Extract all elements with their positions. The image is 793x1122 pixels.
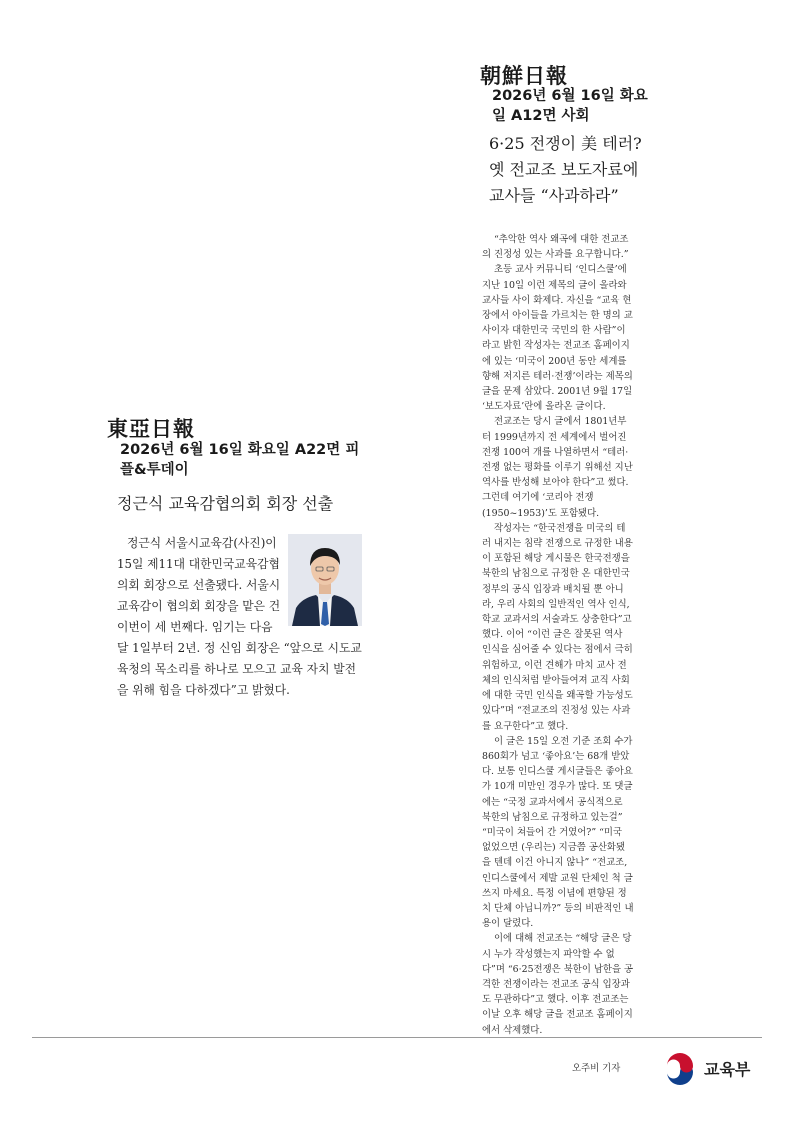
page-divider [32,1037,762,1038]
chosun-headline-line: 6·25 전쟁이 美 테러? [489,134,642,153]
chosun-headline [489,131,669,209]
chosun-article-body [482,232,634,1038]
donga-article-body [117,533,367,701]
chosun-paragraph: 초등 교사 커뮤니티 ‘인디스쿨’에 지난 10일 이런 제목의 글이 올라와 교사들 사이 화제다. 자신을 “교육 현장에서 아이들을 가르치는 한 명의 교사이자 대한민국 국민의 한 사람”이라고 밝힌 작성자는 전교조 홈페이지에 있는 ‘미국이 200년 동안 세계를 향해 저지른 테러·전쟁’이라는 제목의 글을 문제 삼았다. 2001년 9월 17일 ‘보도자료’란에 올라온 글이다. [482,264,633,413]
taegeuk-emblem-icon [662,1050,698,1086]
chosun-paragraph: 이에 대해 전교조는 “해당 글은 당시 누가 작성했는지 파악할 수 없다”며 “6·25전쟁은 북한이 남한을 공격한 전쟁이라는 전교조 공식 입장과도 무관하다”고 했다. 이후 전교조는 이날 오후 해당 글을 전교조 홈페이지에서 삭제했다. [482,933,634,1036]
chosun-paragraph: 작성자는 “한국전쟁을 미국의 테러 내지는 침략 전쟁으로 규정한 내용이 포함된 해당 게시물은 한국전쟁을 북한의 남침으로 규정한 온 대한민국 정부의 공식 입장과 배치될 뿐 아니라, 우리 사회의 일반적인 역사 인식, 학교 교과서의 서술과도 상충한다”고 했다. 이어 “이런 글은 잘못된 역사 인식을 심어줄 수 있다는 점에서 극히 위험하고, 이런 견해가 마치 교사 전체의 인식처럼 받아들여져 교직 사회에 대한 국민 인식을 왜곡할 가능성도 있다”며 “전교조의 진정성 있는 사과를 요구한다”고 했다. [482,522,633,732]
chosun-publication-info: 2026년 6월 16일 화요일 A12면 사회 [492,88,648,124]
donga-logo: 東亞日報 [107,416,195,441]
ministry-label: 교육부 [704,1060,751,1079]
chosun-paragraph: 전교조는 당시 글에서 1801년부터 1999년까지 전 세계에서 벌어진 전쟁 100여 개를 나열하면서 “테러·전쟁 없는 평화를 이루기 위해선 지난 역사를 반성해 보아야 한다”고 썼다. 그런데 여기에 ‘코리아 전쟁(1950~1953)’도 포함됐다. [482,416,633,519]
chosun-byline: 오주비 기자 [572,1063,621,1074]
chosun-headline-line: 옛 전교조 보도자료에 [489,160,639,179]
photo-spacer [285,533,367,633]
chosun-logo: 朝鮮日報 [480,63,568,88]
donga-paragraph: 정근식 서울시교육감(사진)이 15일 제11대 대한민국교육감협의회 회장으로 선출됐다. 서울시교육감이 협의회 회장을 맡은 건 이번이 세 번째다. 임기는 다음 달 1일부터 2년. 정 신임 회장은 “앞으로 시도교육청의 목소리를 하나로 모으고 교육 자치 발전을 위해 힘을 다하겠다”고 밝혔다. [117,536,362,697]
chosun-headline-line: 교사들 “사과하라” [489,186,619,205]
donga-publication-info: 2026년 6월 16일 화요일 A22면 피플&투데이 [120,442,360,478]
chosun-paragraph: 이 글은 15일 오전 기준 조회 수가 860회가 넘고 ‘좋아요’는 68개 받았다. 보통 인디스쿨 게시글들은 좋아요가 10개 미만인 경우가 많다. 또 댓글에는 “국정 교과서에서 공식적으로 북한의 남침으로 규정하고 있는걸” “미국이 쳐들어 간 거였어?” “미국 없었으면 (우리는) 지금쯤 공산화됐을 텐데 이건 아니지 않나” “전교조, 인디스쿨에서 제발 교원 단체인 척 글 쓰지 마세요. 특정 이념에 편향된 정치 단체 아닙니까?” 등의 비판적인 내용이 달렸다. [482,735,634,930]
donga-headline: 정근식 교육감협의회 회장 선출 [117,494,334,513]
chosun-paragraph: “추악한 역사 왜곡에 대한 전교조의 진정성 있는 사과를 요구합니다.” [482,234,629,261]
